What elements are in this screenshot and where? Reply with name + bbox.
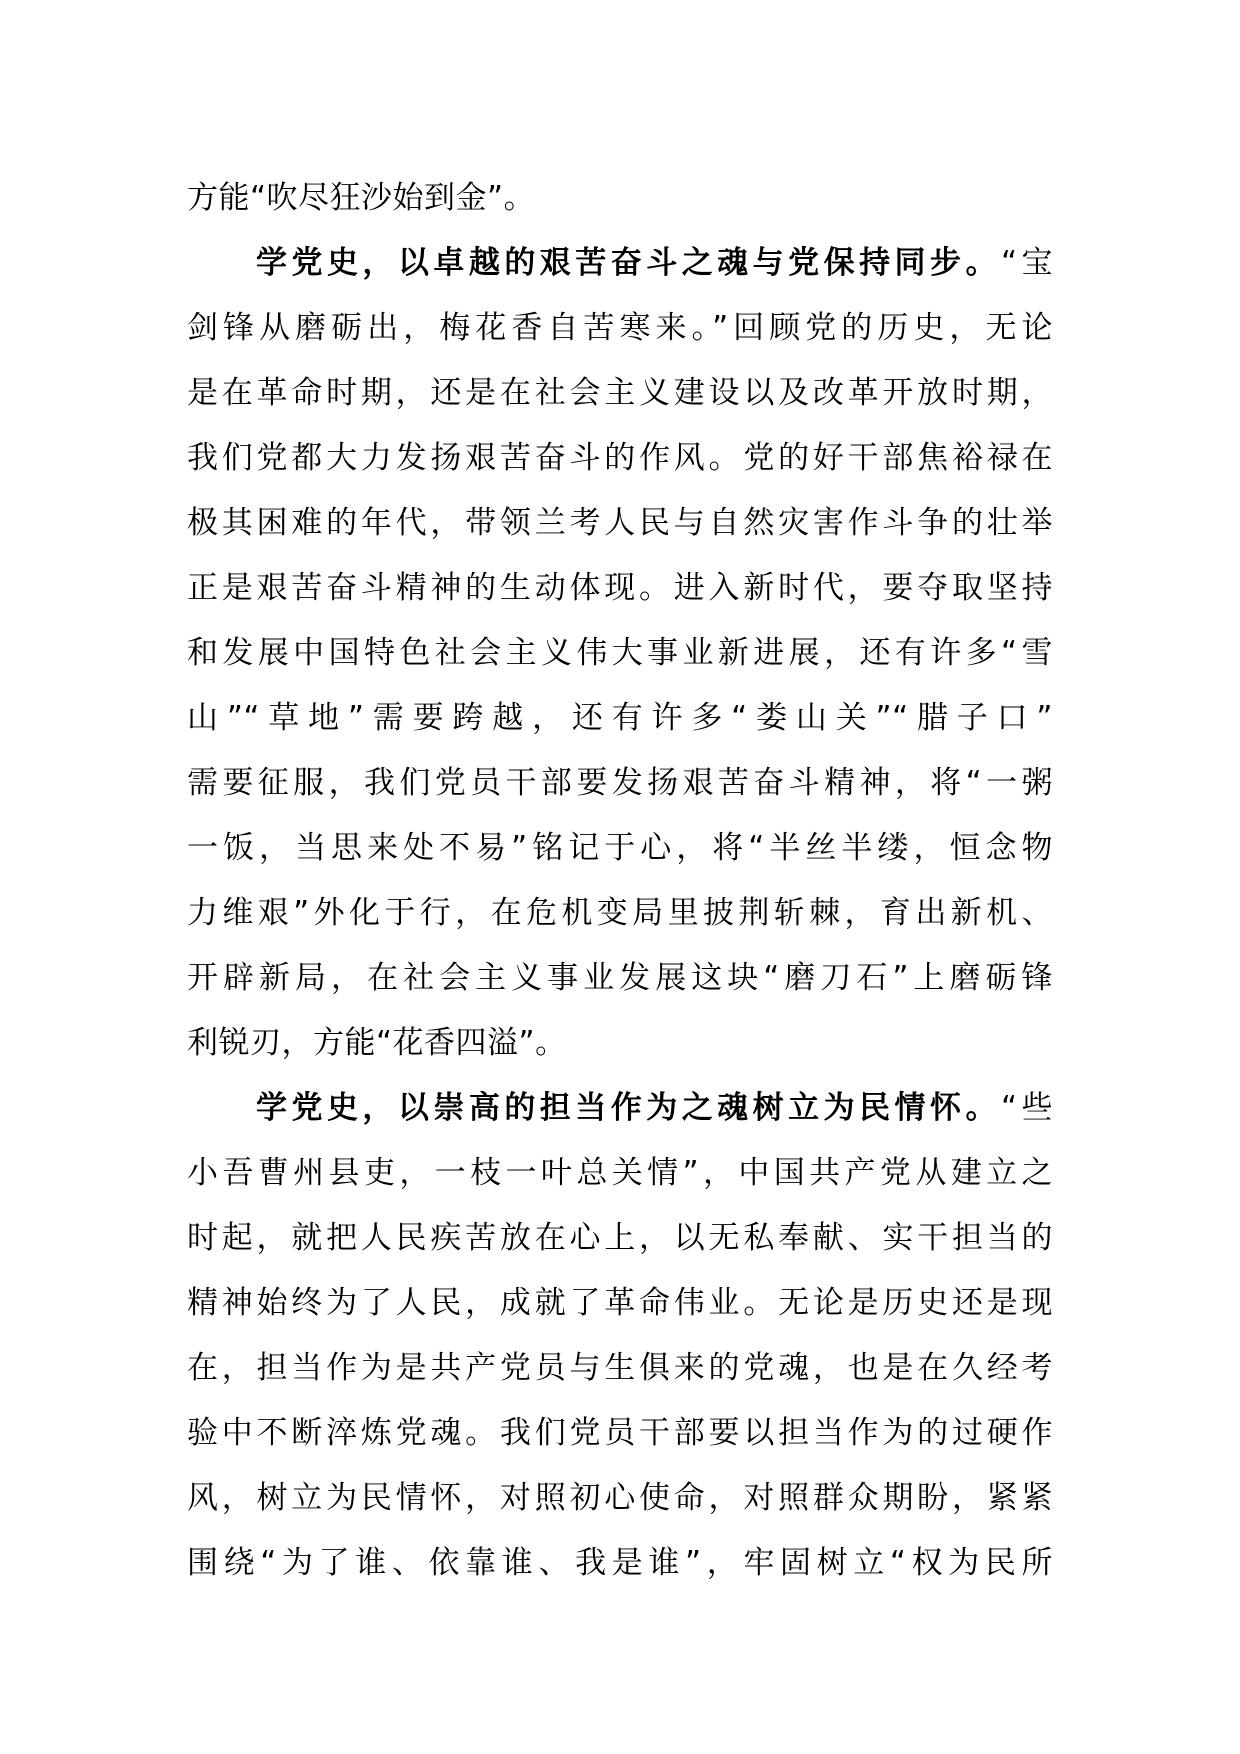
text-line: 一饭，当思来处不易”铭记于心，将“半丝半缕，恒念物 xyxy=(187,830,1053,866)
text-line: 精神始终为了人民，成就了革命伟业。无论是历史还是现 xyxy=(187,1285,1053,1321)
text-line: 验中不断淬炼党魂。我们党员干部要以担当作为的过硬作 xyxy=(187,1415,1053,1451)
text-line: 力维艰”外化于行，在危机变局里披荆斩棘，育出新机、 xyxy=(187,895,1053,931)
text-line: 和发展中国特色社会主义伟大事业新进展，还有许多“雪 xyxy=(187,635,1053,671)
text-line xyxy=(187,231,1053,296)
text-line: 围绕“为了谁、依靠谁、我是谁”，牢固树立“权为民所 xyxy=(187,1545,1053,1581)
text-line: 风，树立为民情怀，对照初心使命，对照群众期盼，紧紧 xyxy=(187,1480,1053,1516)
text-line: 山”“草地”需要跨越，还有许多“娄山关”“腊子口” xyxy=(187,700,1053,736)
text-fragment: “些 xyxy=(1000,1090,1054,1126)
text-line: 剑锋从磨砺出，梅花香自苦寒来。”回顾党的历史，无论 xyxy=(187,310,1053,346)
paragraph-heading: 学党史，以崇高的担当作为之魂树立为民情怀。 xyxy=(256,1090,1001,1126)
text-line xyxy=(187,1076,1053,1141)
text-line: 小吾曹州县吏，一枝一叶总关情”，中国共产党从建立之 xyxy=(187,1155,1053,1191)
text-line: 方能“吹尽狂沙始到金”。 xyxy=(187,180,536,216)
text-fragment: “宝 xyxy=(1000,245,1054,281)
text-line: 极其困难的年代，带领兰考人民与自然灾害作斗争的壮举 xyxy=(187,505,1053,541)
text-line: 我们党都大力发扬艰苦奋斗的作风。党的好干部焦裕禄在 xyxy=(187,440,1053,476)
text-line: 利锐刃，方能“花香四溢”。 xyxy=(187,1025,567,1061)
text-line: 需要征服，我们党员干部要发扬艰苦奋斗精神，将“一粥 xyxy=(187,765,1053,801)
text-line: 正是艰苦奋斗精神的生动体现。进入新时代，要夺取坚持 xyxy=(187,570,1053,606)
paragraph-hard-work xyxy=(187,231,1053,1076)
paragraph-heading: 学党史，以卓越的艰苦奋斗之魂与党保持同步。 xyxy=(256,245,1001,281)
paragraph-continuation xyxy=(187,166,1053,231)
text-line: 在，担当作为是共产党员与生俱来的党魂，也是在久经考 xyxy=(187,1350,1053,1386)
text-line: 时起，就把人民疾苦放在心上，以无私奉献、实干担当的 xyxy=(187,1220,1053,1256)
text-line: 开辟新局，在社会主义事业发展这块“磨刀石”上磨砺锋 xyxy=(187,960,1053,996)
paragraph-responsibility xyxy=(187,1076,1053,1596)
document-body xyxy=(187,166,1053,1596)
text-line: 是在革命时期，还是在社会主义建设以及改革开放时期， xyxy=(187,375,1053,411)
